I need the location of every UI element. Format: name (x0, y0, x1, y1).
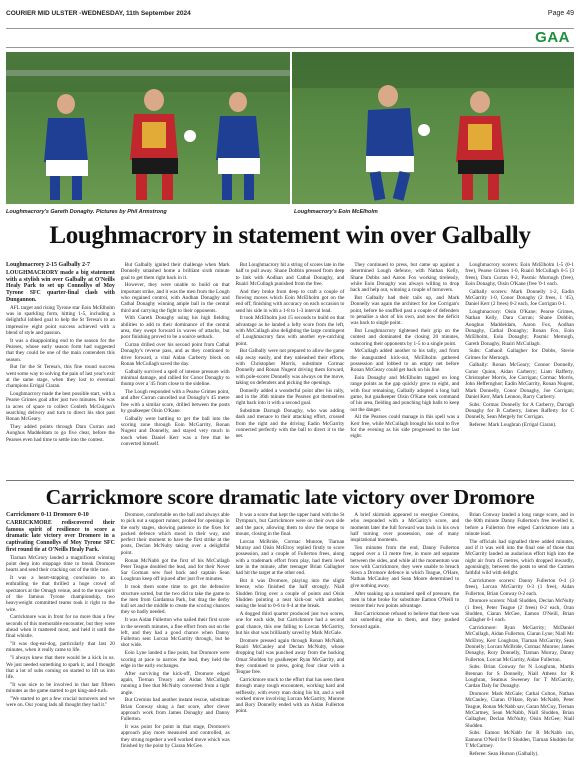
story-paragraph: A brief skirmish appeared to energise Cremins, who responded with a McGarity's score, and moments later the full forward was back in his own half turning over possession, one of many inspirational moments. (350, 512, 460, 544)
match-photo-illustration-2 (292, 52, 574, 204)
story-headline: Carrickmore score dramatic late victory over Dromore (45, 485, 535, 509)
story-paragraph: But Cremins had another instant rescue, substitute Brian Conway slung a fast score, after clever approach work from James Donaghy and Danny Fullerton. (120, 697, 230, 723)
story-paragraph: Dromore scorers: Niall Sludden, Declan McNulty (1 free), Peter Teague (2 frees) 0-2 each, Oran Sludden, Ciaran McGee, Eamon O'Neill, Brian Gallagher 0-1 each. (465, 598, 574, 624)
story-paragraph: But it was Dromore, playing into the slight breeze, who finished the half strongly. Niall Sludden firing over a couple of points and Oisin Sludden pointing a neat kick-out with another, easing the lead to 0-6 to 0-4 at the break. (235, 577, 345, 610)
story-paragraph: Galbally were battling to get the ball into the scoring zone through Eoin McGarrity, Ronan Nugent and Donnelly, and stayed very much in touch when Daniel Kerr was a free that he converted himself. (120, 415, 230, 448)
story-paragraph: But Loughmacrory hit a string of scores late in the half to pull away. Shane Dobbin pressed from deep to link with Aodhan and Cathal Donaghy, and Ruairi McCullagh punished from the free. (235, 262, 345, 287)
story-paragraph: Subs: Brian Conway for N Loughran, Martin Brennan for S Donnelly, Niall Athens for R Loughran, Seamus Sweeney for T McGarrity, Cardan Daly for Donaghy. (465, 664, 574, 690)
story-paragraph: Eoin Lyne landed a fine point, but Dromore were scoring at pace to narrow the lead, they held the edge in the early exchanges. (120, 650, 230, 669)
story-column (465, 512, 574, 757)
photo-caption: Loughmacrory's Eoin McElholm (294, 209, 378, 215)
photo-gareth-donaghy (6, 52, 290, 204)
story-paragraph: Dromore, comfortable on the ball and always able to pick out a support runner, probed for openings in the early stages, showing patience in the fixes for packed defence which stood in their way, and perfect their moment to have the first strike at the posts, Declan McNulty taking over a delightful point. (120, 512, 230, 556)
photo-caption: Loughmacrory's Gareth Donaghy. Pictures by Phil Armstrong (6, 209, 167, 215)
story-paragraph: All the Pearses could manage in this spell was a Kerr free, while McCullagh brought his total to five for the evening as his side progressed to the last eight. (350, 414, 460, 440)
story-paragraph: Loughmacrory scorers: Eoin McElholm 1-5 (0-1 free), Pearse Grimes 1-0, Ruairi McCullagh 0-5 (3 frees), Dara Curran 0-2, Pasrnic Murnogh (free), Eoin Donaghy, Oisin O'Kane (free '0-1 each. (465, 262, 574, 287)
story-paragraph: Galbally survived a spell of intense pressure with minimal damage, and rallied for Conor Donaghy to thump over a '45 from close to the sideline. (120, 368, 230, 388)
story-paragraph: Donnelly added a wonderful point after his rally, and in the 36th minute the Pearses got themselves right back into it with a second goal. (235, 387, 345, 407)
story-paragraph: "It was nice to be involved in that last fifteen minutes as the game started to get king-and-tuck. (6, 681, 115, 695)
story-paragraph: A dogged third quarter produced just two scores, one for each side, but Carrickmore had a second goal chance, this one falling to Lorcan McGarrity, but his shot was brilliantly saved by Mark McGale. (235, 610, 345, 636)
story-column (350, 262, 459, 476)
story-paragraph: It was a disappointing end to the season for the Pearses, whose early season form had suggested that they could be one of the main contenders this season. (6, 337, 115, 363)
story-paragraph: But Galbally had their tails up, and Mark Donnelly was again the architect for Joe Corrigan's point, before he snuffled past a couple of defenders to penalise a shot of his own, and now the deficit was back to single point. (350, 294, 460, 327)
story-paragraph: The officials had signalled three added minutes, and if it was well into the final one of those that McGarrity landed an audacious effort high into the night air from 45 metres, which dropped inwardly, agonisingly, between the posts to send the Carmen faithful wild with delight. (465, 538, 574, 577)
story-paragraph: Loughmacrory: Oisin O'Kane; Pearse Grimes, Nathan Kelly, Dara Curran; Shane Dobbin, Aonghus Maddeldam, Aaron Fox, Aodhan Donaghy, Cathal Donaghy; Ronan Fox, Eoin McElholm, Eoin Donaghy; Pasrnic Mernogh, Gareth Donaghy, Ruairi McCullagh. (465, 309, 574, 347)
story-paragraph: They continued to press, but came up against a determined Lough defence, with Nathan Kelly, Shane Dobbs and Aaron Fox working tirelessly, while Eoin Donaghy was always willing to drop back and help out, winning a couple of turnovers. (350, 262, 460, 294)
masthead (6, 6, 574, 20)
story-paragraph: Substitute Darragh Donaghy, who was adding dash and menace to their attacking effort, crossed from the right and the driving Eadin McGarrity connected perfectly with the ball to direct it to the net. (235, 408, 345, 440)
match-score: Loughmacrory 2-15 Galbally 2-7 (6, 262, 91, 268)
story-paragraph: Carrickmore scorers: Danny Fullerton 0-4 (3 frees), Lorcan McGarrity 0-3 (1 free), Aidan Fullerton, Brian Conway 0-2 each. (465, 577, 574, 597)
story-paragraph: They added points through Dara Curran and Aonghus Maddeldam to go five clear, before the Pearses even had time to settle into the contest. (6, 424, 115, 443)
story-paragraph: Carrickmore: Ryan McGarrity; McDaniel McCullagh, Aidan Fullerton, Ciaran Lyne; Niall Mc McElroy, Kerr Loughran, Tiarnan McGarrity, Sean Donnelly; Lorcan McBride, Cormac Munroe; James Donaghy, Rory Donnelly, Tiarnan Murray, Danny Fullerton, Lorcan McGarrity, Aidan Fullerton. (465, 625, 574, 663)
story-paragraph: Galbally: Ronan McGeary; Connor Donnelly, Conor Quinn, Aidan Carberry; Liam Rafferty, Christopher Morris, Joe Corrigan; Cormac Morris, John Heffernghor; Eadin McGarrity, Ronan Nugent, Mark Donnelly, Conor Donaghy, Joe Corrigan; Daniel Kerr, Mark Lennon, Barry Carberry. (465, 362, 574, 400)
story-column (236, 512, 345, 730)
story-paragraph: It was a score that kept the upper hand with the St Dympna's, but Carrickmore were on their own side and the pace, allowing them to slow the tempo to mount, closing in the final. (235, 512, 345, 537)
story-headline: Loughmacrory in statement win over Galbally (49, 222, 531, 249)
story-intro: CARRICKMORE rediscovered their famous spirit of resilience to score a dramatic late victory over Dromore in a captivating Connollys of Moy Tyrone SFC first round tie at O'Neills Healy Park. (6, 520, 115, 553)
story-paragraph: After soaking up a sustained spell of pressure, the men in blue broke for substitute Eamon O'Neill to restore their two points advantage. (350, 590, 460, 610)
story-paragraph: Carrickmore was in front for no more than a few seconds of this memorable encounter, but they were ahead when it mattered most, and held it until the final whistle. (6, 614, 115, 640)
divider (6, 480, 574, 481)
story-column (6, 262, 115, 476)
story-paragraph: McCullagh added another to his tally, and from the inaugurated kick-out, McElholm gathered possession and lobbed to an empty net before Ronan McGeary could get back on his line. (350, 348, 460, 374)
story-paragraph: But for the St Teresa's, this fine round success went some way to solving the pain of last year's exit at the same stage, when they lost to eventual champions Errigal Ciaran. (6, 364, 115, 390)
story-paragraph: Curran drilled over his second point from Cathal Donaghy's reverse pass, and as they continued to drive forward, a vital Aidan Carberry block on Ronan McCullagh saved the day. (120, 342, 230, 367)
story-paragraph: Referee: Sean Hurson (Galbally). (469, 750, 539, 757)
story-paragraph: It took them some time to get the defensive structure sorted, but the two did to take the game to the men from Gardamsa Park, but drag the derby hull set and the middle to create the scoring chances they so badly needed. (120, 584, 230, 616)
story-column (120, 512, 230, 749)
story-paragraph: Subs: Eamon McNabb for R McNabb inn, Eamonn O'Neill for O Sludden, Tiarnan Sludden for T McCartney. (465, 730, 574, 749)
story-paragraph: It was a heart-stopping conclusion to an enthralling tie that thrilled a huge crowd of spectators at the Omagh venue, and to the true spirit of the famous Tyrone championship, two heavyweight committed teams took it right to the wire. (6, 575, 115, 613)
story-paragraph: "I always knew that there would be a kick in us. We just needed something to spark it, and I thought that a lot of subs coming on started to lift us into life. (6, 655, 115, 681)
story-paragraph: However, they were unable to build on that important strike, and it was the men from the Lough who regained control, with Aodhan Donaghy and Cathal Donaghy winning ample ball in the central third and carrying the fight to their opponents. (120, 282, 230, 314)
story-paragraph: But Loughmacrory tightened their grip on the contest and dominated the closing 20 minutes, outscoring their opponents by 1-5 to a single point. (350, 327, 460, 347)
story-paragraph: It took McElholm just 15 seconds to build on that advantage as he landed a lofty score from the left, with McCullagh also delighting the large contingent of Loughmacrory fans with another eye-catching point. (235, 315, 345, 347)
story-paragraph: Brian Conway landed a long range score, and in the 60th minute Danny Fullerton's free levelled it, before a Fullerton free edged Carrickmore into a minute lead. (465, 512, 574, 537)
story-paragraph: Tiarnan McGrory landed a magnificent winning point deep into stoppage time to break Dromore hearts and send their cracking out of the title race. (6, 554, 115, 574)
story-body (6, 262, 574, 476)
story-paragraph: Carrickmore stuck to the effort that has seen them through many tough encounters, working hard and selflessly, with every man doing his bit, and a well worked move involving Lorcan McGarrity, Munroe and Rory Donnelly ended with an Aidan Fullerton point. (235, 676, 345, 715)
story-paragraph: Galbally scorers: Mark Donnelly 1-2, Eadin McGarrity 1-0, Conor Donaghy (2 frees, 1 '45), Daniel Kerr (2 frees) 0-2 each, Joe Corrigan 0-1. (465, 288, 574, 308)
story-paragraph: Referee: Mark Loughran (Errigal Ciaran). (469, 422, 557, 429)
story-paragraph: Ronan McNabb got the first of his McCullagh Peter Teague doubled the lead, and for their Nover Sar Gorman sew fuel back and captain Sean Loughran keep off injured after just five minutes. (120, 557, 230, 583)
story-column (465, 262, 574, 476)
story-paragraph: Subs: Cormac Donnelly for A Carberry, Darragh Donaghy for B Carberry, James Rafferty for C Donnelly, Sean Mergely for Corrigan. (465, 401, 574, 421)
photo-eoin-mcelholm (292, 52, 574, 204)
masthead-title: COURIER MID ULSTER -WEDNESDAY, 11th September 2024 (6, 9, 191, 17)
story-paragraph: But Galbally ignited their challenge when Mark Donnelly smashed home a brilliant sixth minute goal to get them right back in it. (120, 262, 230, 281)
story-column (236, 262, 345, 476)
story-paragraph: But Galbally were not prepared to allow the game slip away easily, and they unleashed their efforts, with Christopher Morris, substitute Cormac Donnelly and Ronan Nugent driving them forward, with pole-scorer Donnelly was always on the move, taking on defenders and picking the openings. (235, 348, 345, 386)
story-paragraph: AFL target and rising Tyrone star Eoin McElholm was in sparkling form, hitting 1-5, including a delightful lobbed goal to help the St Teresa's to an impressive eight point success achieved with a blend of style and passion. (6, 304, 115, 336)
story-paragraph: But Carrickmore refused to believe that there was not something else in them, and they pushed forward again. (350, 610, 460, 630)
section-tag: GAA (535, 29, 570, 46)
match-photo-illustration (6, 52, 290, 204)
story-paragraph: Dromore: Mark McGale; Cathal Colton, Nathan McCauley, Ciaran O'Hare, Ryan McNabb, Peter Teague, Ronan McNabb sav, Garan McCoy, Tiernan McCartney, Sean McNabb, Niall Sludden, Brian Gallagher, Declan McNulty, Oisin McGee; Niall Sludden. (465, 691, 574, 729)
story-paragraph: Loughmacrory made the best possible start, with a Pearse Grimes goal after just two minutes. He was in acres of space to collect Conleth McGuigan's searching delivery and turn to direct his shot past Ronan McGeary. (6, 391, 115, 423)
story-paragraph: "It was dog-eat-dog, particularly that last 20 minutes, when it really came to life. (6, 641, 115, 654)
story-paragraph: And they broke from deep to craft a couple of flowing moves which Eoin McElholm got on the end off, finishing with accuracy on each occasion to send his side in with a 1-8 to 1-3 interval lead. (235, 288, 345, 314)
story-paragraph: After surviving the kick-off, Dromore edged again, Tiernan Treacy and Aidan McCullagh running a free that McNulty converted from a tight angle. (120, 670, 230, 696)
match-score: Carrickmore 0-11 Dromore 0-10 (6, 512, 89, 518)
story-paragraph: Subs: Cathaoil Gallagher for Dobbs, Stevie Grimes for Mernogh. (465, 348, 574, 361)
story-paragraph: Eoin Donaghy and McElholm tagged on long range points as the gap quickly grew to eight, and with four remaining, Galbally adopted a long ball game, but goalkeeper Oisin O'Kane took command of his area, fielding and punching high balls to keep out the danger. (350, 375, 460, 413)
story-column (350, 512, 459, 730)
section-bar (6, 28, 574, 48)
story-column (6, 512, 115, 730)
story-body (6, 512, 574, 757)
story-column (121, 262, 230, 476)
page-number: Page 49 (547, 9, 574, 17)
story-intro: LOUGHMACRORY made a big statement with a stylish win over Galbally at O'Neills Healy Park to set up Connollys of Moy Tyrone SFC quarter-final clash with Dungannon. (6, 270, 115, 303)
story-paragraph: With Gareth Donaghy using his high fielding abilities to add to their dominance of the central area, they swept forward in waves of attacks, but poor finishing proved to be a source setback. (120, 315, 230, 341)
story-paragraph: Ten minutes from the end, Danny Fullerton tapped over a 13 metre free, in more ard separate between the sides, and while all the momentum was now with Carrickmore, they were unable to breach down a Dromore defence in which Teague, O'Hare, Nathan McCauley and Sean Moore determined to give nothing away. (350, 544, 460, 589)
story-paragraph: It was Aidan Fullerton who nailed their first score in the seventh minutes, a fine effort from out on the left, and they had a good chance when Danny Fullerton sent Lorcan McGarrity through, but he shot wide. (120, 617, 230, 649)
story-paragraph: Dromore pressed again through Ronan McNabb, Ruairi McCauley and Declan McNulty, whose dropping ball was punched away from the backing Omar Sludden by goalkeeper Ryan McGarrity, and they continued to press, going four clear with a Teague free. (235, 637, 345, 676)
story-paragraph: It was point for point in that stage, Dromore's approach play more measured and controlled, as they strung together a well worked move which was finished by the point by Ciaran McGee. (120, 724, 230, 749)
story-paragraph: Lorcan McBride, Cormac Munroe, Tiarnan Murray and Oisin McElroy replied firstly to score possession, and a couple of Fullerton frees, along with a trademark effort from play, had them level late in the minute, after teenager Brian Gallagher had hit the target at the other end. (235, 538, 345, 577)
story-paragraph: The Lough responded with a Pearse Grimes point, and after Curran cancelled out Donaghy's 45 metre free with a similar score, drilled between the posts by goalkeeper Oisin O'Kane. (120, 389, 230, 415)
story-paragraph: "We started to get a few crucial turnovers and we were on. Our young lads all thought they had it." (6, 696, 115, 709)
